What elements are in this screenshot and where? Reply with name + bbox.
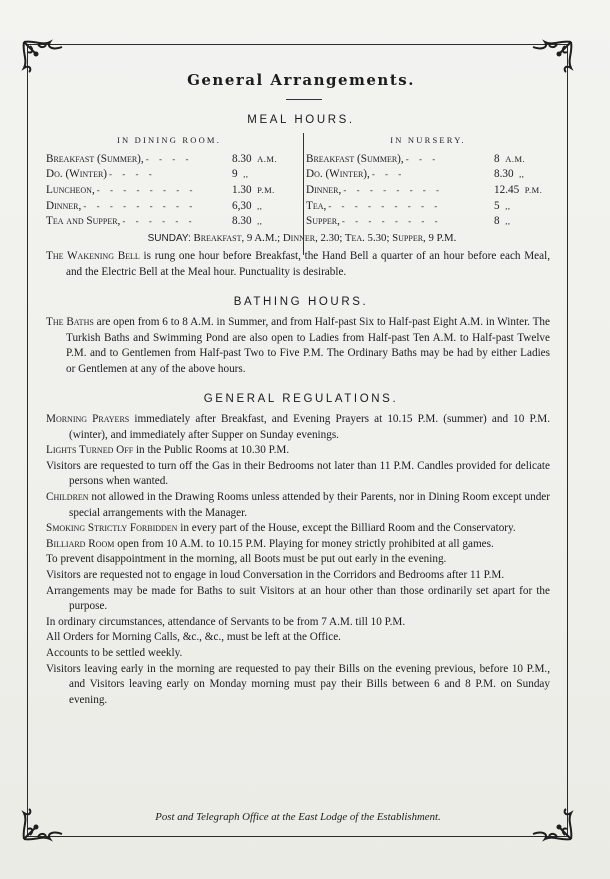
dining-room-column [46,133,298,230]
meal-time-suffix: A.M. [505,153,526,164]
sunday-text: Breakfast, 9 A.M.; Dinner, 2.30; Tea. 5.30; Supper, 9 P.M. [193,231,457,244]
meal-name: Dinner, [46,199,82,212]
meal-time [494,214,550,230]
regulation-item [46,615,550,631]
meal-time-suffix: ,, [257,200,263,211]
page-title: General Arrangements. [187,71,415,89]
leader-dots: - - - - - - - - [341,216,442,227]
leader-dots: - - - - - - - - [343,184,444,195]
paragraph-text: is rung one hour before Breakfast, the Hand Bell a quarter of an hour before each Meal, and the Electric Bell at the Meal hour. Punctuality is desirable. [66,250,551,278]
meal-time-value: 12.45 [494,183,520,196]
meal-name: Tea, [306,199,327,212]
dining-room-heading: IN DINING ROOM. [116,135,222,146]
footer-note: Post and Telegraph Office at the East Lodge of the Establishment. [155,811,441,823]
bathing-hours-heading: BATHING HOURS. [233,295,369,308]
leader-dots: - - - - - - [122,216,196,227]
regulation-item [46,552,550,568]
meal-row [306,152,550,168]
regulation-item [46,646,550,662]
meal-time-suffix: ,, [257,216,263,227]
meal-name: Supper, [306,215,340,228]
meal-time-suffix: ,, [243,169,249,180]
page-content [46,70,551,823]
meal-row [306,214,550,230]
meal-time [232,183,292,199]
meal-name: Breakfast (Summer), [306,152,404,165]
meal-time-value: 8.30 [232,152,252,165]
meal-time [232,152,292,168]
meal-time [494,152,550,168]
regulation-text: open from 10 A.M. to 10.15 P.M. Playing for money strictly prohibited at all games. [114,537,494,550]
meal-time-suffix: P.M. [257,184,275,195]
regulation-text: All Orders for Morning Calls, &c., &c., must be left at the Office. [46,631,341,644]
regulation-item [46,662,550,709]
meal-time-value: 5 [494,199,500,212]
meal-hours-heading: MEAL HOURS. [247,113,355,126]
nursery-column [298,133,550,230]
regulation-text: Visitors are requested to turn off the Gas in their Bedrooms not later than 11 P.M. Candles provided for delicate persons when wanted. [46,459,550,488]
meal-row [306,167,550,183]
meal-time-value: 8 [494,215,500,228]
meal-name: Dinner, [306,183,342,196]
paragraph-lead: The Baths [46,316,94,329]
meal-row [46,167,292,183]
leader-dots: - - - - - - - - - [83,200,197,211]
meal-row [306,183,550,199]
meal-time [494,167,550,183]
leader-dots: - - - [371,169,406,180]
regulation-item [46,537,550,553]
meal-time-suffix: A.M. [257,153,278,164]
meal-time [494,199,550,215]
nursery-heading: IN NURSERY. [390,135,466,146]
meal-time-suffix: ,, [505,216,511,227]
meal-time-value: 9 [232,168,238,181]
regulation-text: In ordinary circumstances, attendance of Servants to be from 7 A.M. till 10 P.M. [46,615,406,628]
title-rule [286,99,322,100]
regulation-lead: Children [46,491,89,504]
column-divider [303,133,304,255]
paragraph-text: are open from 6 to 8 A.M. in Summer, and from Half-past Six to Half-past Eight A.M. in Winter. The Turkish Baths and Swimming Pond are also open to Ladies from Half-past Ten A.M. to Half-past Twelve P.M. and to Gentlemen from Half-past Two to Five P.M. The Ordinary Baths may be had by either Ladies or Gentlemen at any of the above hours. [66,316,550,375]
regulation-text: Accounts to be settled weekly. [46,647,183,659]
meal-time-value: 8 [494,152,500,165]
wakening-bell-paragraph [46,249,550,280]
meal-row [46,183,292,199]
regulations-list [46,412,550,708]
leader-dots: - - - - [109,169,156,180]
meal-time [232,214,292,230]
bathing-paragraph [46,315,550,377]
regulation-text: in the Public Rooms at 10.30 P.M. [133,444,290,457]
regulation-text: To prevent disappointment in the morning, all Boots must be put out early in the evening. [46,553,447,566]
paragraph-lead: The Wakening Bell [46,250,140,263]
corner-ornament-icon [529,38,575,74]
meal-time-suffix: ,, [505,200,511,211]
regulation-text: not allowed in the Drawing Rooms unless attended by their Parents, nor in Dining Room except under special arrangements with the Manager. [69,491,550,519]
meal-time-value: 8.30 [232,215,252,228]
regulation-text: Visitors are requested not to engage in loud Conversation in the Corridors and Bedrooms after 11 P.M. [46,569,505,582]
general-regulations-heading: GENERAL REGULATIONS. [203,392,399,405]
regulation-lead: Smoking Strictly Forbidden [46,522,178,535]
meal-row [46,214,292,230]
meal-time [494,183,550,199]
regulation-item [46,412,550,443]
meal-time-value: 8.30 [494,168,514,181]
leader-dots: - - - - [145,153,193,164]
meal-row [46,152,292,168]
regulation-item [46,443,550,459]
regulation-text: Arrangements may be made for Baths to suit Visitors at an hour other than those ordinarily set apart for the purpose. [46,584,550,613]
regulation-lead: Billiard Room [46,537,115,550]
meal-time-value: 6,30 [232,199,252,212]
leader-dots: - - - - - - - - [96,184,197,195]
regulation-item [46,568,550,584]
meal-hours-table [46,133,550,230]
meal-row [46,199,292,215]
sunday-label: SUNDAY: [147,232,191,244]
meal-time [232,199,292,215]
meal-time-suffix: ,, [519,169,525,180]
meal-name: Do. (Winter) [46,168,108,181]
meal-name: Breakfast (Summer), [46,152,144,165]
meal-time [232,167,292,183]
meal-time-suffix: P.M. [524,184,543,195]
regulation-lead: Morning Prayers [46,413,130,426]
regulation-item [46,490,550,521]
regulation-item [46,521,550,537]
meal-name: Tea and Supper, [46,215,121,228]
regulation-item [46,584,550,615]
regulation-text: Visitors leaving early in the morning are requested to pay their Bills on the evening previous, before 10 P.M., and Visitors leaving early on Monday morning must pay their Bills between 6 and 8 P.M. on Sunday evening. [46,662,550,706]
regulation-text: in every part of the House, except the Billiard Room and the Conservatory. [177,522,516,535]
meal-row [306,199,550,215]
leader-dots: - - - - - - - - - [328,200,442,211]
regulation-item [46,630,550,646]
regulation-item [46,459,550,490]
sunday-hours [54,231,550,247]
regulation-text: immediately after Breakfast, and Evening Prayers at 10.15 P.M. (summer) and 10 P.M. (winter), and immediately after Supper on Sunday evenings. [69,413,551,441]
corner-ornament-icon [20,38,66,74]
leader-dots: - - - [405,153,440,164]
regulation-lead: Lights Turned Off [46,444,134,457]
meal-time-value: 1.30 [232,183,252,196]
meal-name: Luncheon, [46,183,95,196]
meal-name: Do. (Winter), [306,168,370,181]
